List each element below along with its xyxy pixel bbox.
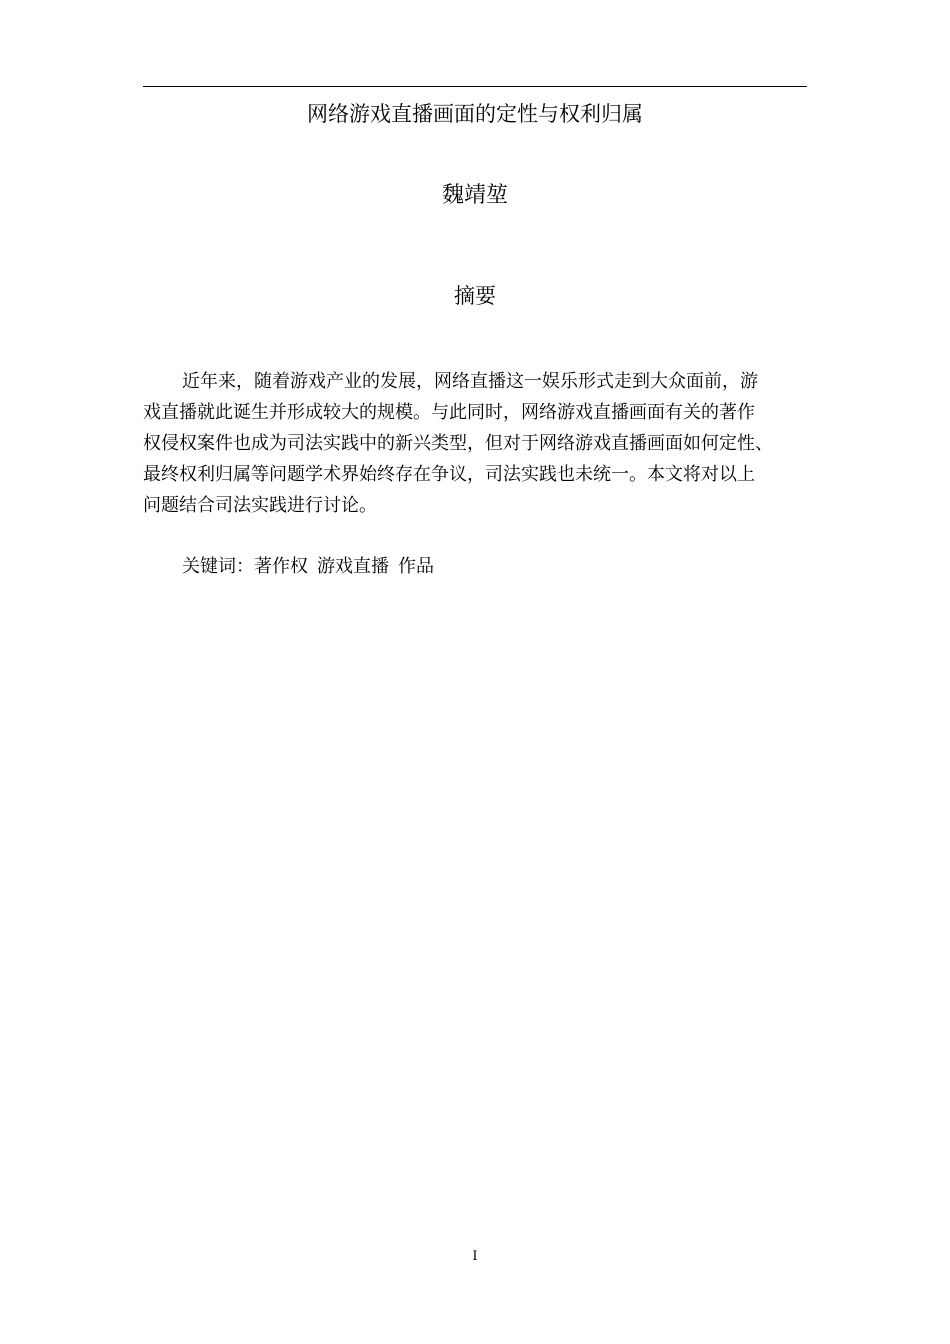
- keyword: 著作权: [254, 556, 308, 577]
- abstract-body: [143, 366, 823, 521]
- header-rule: [143, 86, 807, 87]
- abstract-line: 问题结合司法实践进行讨论。: [143, 495, 377, 516]
- author-name: 魏靖堃: [441, 183, 508, 208]
- abstract-heading: 摘要: [454, 284, 496, 308]
- abstract-line: 权侵权案件也成为司法实践中的新兴类型，但对于网络游戏直播画面如何定性、: [143, 433, 773, 454]
- keyword: 作品: [398, 556, 434, 577]
- keywords-label: 关键词：: [182, 556, 254, 577]
- paper-title: 网络游戏直播画面的定性与权利归属: [307, 102, 643, 126]
- keyword: 游戏直播: [317, 556, 389, 577]
- page-number: I: [472, 1249, 478, 1264]
- keywords-line: [182, 551, 443, 582]
- abstract-line: 戏直播就此诞生并形成较大的规模。与此同时，网络游戏直播画面有关的著作: [143, 402, 755, 423]
- abstract-line: 最终权利归属等问题学术界始终存在争议，司法实践也未统一。本文将对以上: [143, 464, 755, 485]
- abstract-line: 近年来，随着游戏产业的发展，网络直播这一娱乐形式走到大众面前，游: [182, 371, 758, 392]
